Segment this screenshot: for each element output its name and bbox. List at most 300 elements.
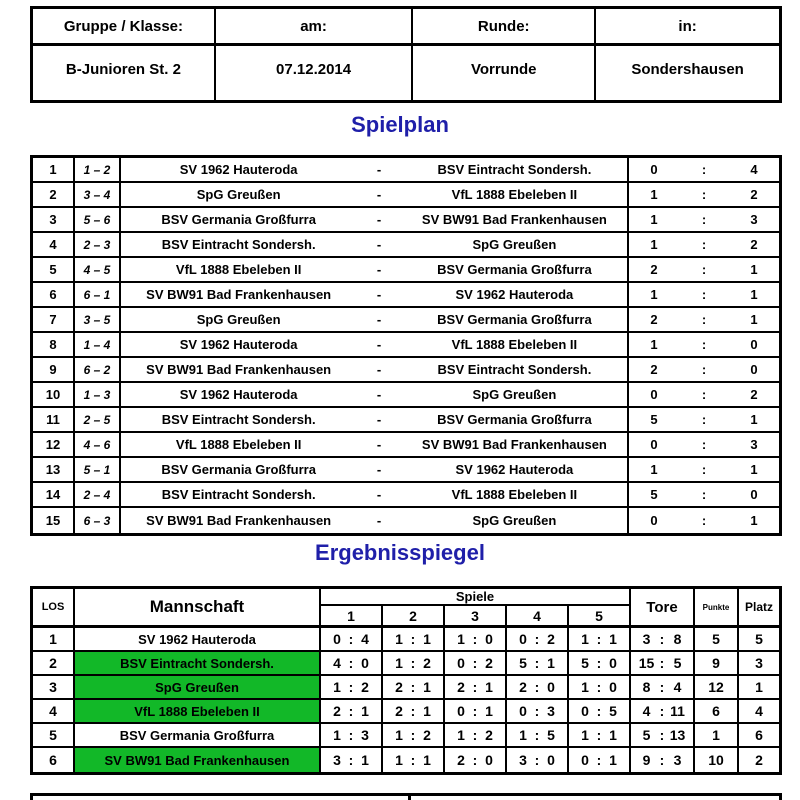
score-colon: :: [472, 631, 478, 647]
score-colon: :: [701, 187, 707, 202]
game-result-2: [383, 676, 445, 698]
away-team: VfL 1888 Ebeleben II: [451, 187, 578, 202]
home-team: VfL 1888 Ebeleben II: [175, 262, 302, 277]
match-score: [629, 308, 779, 331]
score-colon: :: [596, 655, 602, 671]
spielplan-row: [33, 258, 779, 283]
match-teams: [121, 158, 629, 181]
spielplan-row: [33, 183, 779, 208]
match-score: [629, 258, 779, 281]
score-colon: :: [701, 437, 707, 452]
punkte-value: 5: [695, 628, 739, 650]
home-team: SV BW91 Bad Frankenhausen: [146, 513, 332, 528]
game-result-3: [445, 652, 507, 674]
game-result-3: [445, 628, 507, 650]
header-spiele-group: [321, 589, 631, 625]
match-teams: [121, 408, 629, 431]
ergebnisspiegel-table: [30, 586, 782, 775]
game-home-goals: 2: [457, 752, 465, 768]
match-teams: [121, 258, 629, 281]
home-goals: 1: [650, 287, 658, 302]
game-away-goals: 5: [547, 727, 555, 743]
match-pairing: 4 – 5: [75, 258, 121, 281]
game-away-goals: 1: [547, 655, 555, 671]
spielplan-row: [33, 433, 779, 458]
game-away-goals: 1: [423, 631, 431, 647]
next-table-divider: [408, 796, 411, 800]
match-number: 15: [33, 508, 75, 533]
game-home-goals: 2: [333, 703, 341, 719]
home-team: BSV Eintracht Sondersh.: [161, 487, 316, 502]
ergebnisspiegel-row: [33, 748, 779, 772]
match-dash: -: [376, 312, 382, 327]
match-pairing: 1 – 4: [75, 333, 121, 356]
game-away-goals: 2: [485, 727, 493, 743]
game-home-goals: 0: [581, 752, 589, 768]
game-home-goals: 2: [457, 679, 465, 695]
spielplan-title: Spielplan: [351, 112, 449, 137]
home-goals: 5: [650, 412, 658, 427]
info-value-in: Sondershausen: [631, 60, 744, 78]
game-away-goals: 4: [361, 631, 369, 647]
match-dash: -: [376, 212, 382, 227]
match-dash: -: [376, 487, 382, 502]
tore-against: 13: [669, 727, 686, 743]
home-goals: 1: [650, 237, 658, 252]
game-home-goals: 0: [519, 631, 527, 647]
team-los: 4: [33, 700, 75, 722]
match-teams: [121, 483, 629, 506]
next-table-partial: [30, 793, 782, 800]
score-colon: :: [348, 752, 354, 768]
away-goals: 2: [750, 387, 758, 402]
info-header-in: in:: [596, 9, 779, 46]
match-number: 12: [33, 433, 75, 456]
score-colon: :: [534, 679, 540, 695]
score-colon: :: [410, 752, 416, 768]
match-dash: -: [376, 387, 382, 402]
match-number: 1: [33, 158, 75, 181]
away-team: SV BW91 Bad Frankenhausen: [421, 437, 607, 452]
header-mannschaft: Mannschaft: [75, 589, 321, 625]
ergebnisspiegel-row: [33, 676, 779, 700]
tore-total: [631, 676, 695, 698]
tore-against: 3: [673, 752, 682, 768]
platz-value: 1: [755, 679, 763, 695]
game-result-1: [321, 724, 383, 746]
platz-value: 4: [755, 703, 763, 719]
tore-total: [631, 724, 695, 746]
score-colon: :: [410, 631, 416, 647]
home-goals: 0: [650, 437, 658, 452]
match-pairing: 5 – 6: [75, 208, 121, 231]
game-home-goals: 5: [581, 655, 589, 671]
game-away-goals: 1: [609, 631, 617, 647]
away-team: BSV Germania Großfurra: [437, 262, 592, 277]
match-teams: [121, 433, 629, 456]
score-colon: :: [472, 679, 478, 695]
score-colon: :: [701, 487, 707, 502]
match-score: [629, 508, 779, 533]
score-colon: :: [410, 727, 416, 743]
match-number: 7: [33, 308, 75, 331]
header-spiel-5: 5: [595, 607, 603, 624]
info-header-gruppe: Gruppe / Klasse:: [33, 9, 216, 46]
game-home-goals: 1: [395, 631, 403, 647]
score-colon: :: [701, 262, 707, 277]
home-team: BSV Germania Großfurra: [161, 212, 316, 227]
away-goals: 3: [750, 437, 758, 452]
home-goals: 2: [650, 312, 658, 327]
score-colon: :: [534, 631, 540, 647]
ergebnisspiegel-row: [33, 652, 779, 676]
match-score: [629, 183, 779, 206]
match-number: 8: [33, 333, 75, 356]
game-home-goals: 1: [457, 727, 465, 743]
away-team: SV 1962 Hauteroda: [455, 287, 574, 302]
info-header-runde: Runde:: [413, 9, 596, 46]
game-away-goals: 2: [485, 655, 493, 671]
away-team: BSV Germania Großfurra: [437, 412, 592, 427]
home-goals: 2: [650, 362, 658, 377]
away-goals: 3: [750, 212, 758, 227]
game-away-goals: 1: [423, 752, 431, 768]
away-team: BSV Germania Großfurra: [437, 312, 592, 327]
game-result-3: [445, 748, 507, 772]
score-colon: :: [472, 727, 478, 743]
match-score: [629, 158, 779, 181]
home-goals: 1: [650, 337, 658, 352]
score-colon: :: [701, 387, 707, 402]
game-home-goals: 2: [519, 679, 527, 695]
match-dash: -: [376, 187, 382, 202]
info-value-gruppe: B-Junioren St. 2: [33, 46, 216, 100]
away-team: SV BW91 Bad Frankenhausen: [421, 212, 607, 227]
spielplan-row: [33, 283, 779, 308]
match-score: [629, 408, 779, 431]
away-goals: 4: [750, 162, 758, 177]
game-home-goals: 5: [519, 655, 527, 671]
game-result-1: [321, 652, 383, 674]
score-colon: :: [701, 212, 707, 227]
match-pairing: 2 – 5: [75, 408, 121, 431]
match-number: 4: [33, 233, 75, 256]
match-pairing: 6 – 3: [75, 508, 121, 533]
away-team: SpG Greußen: [472, 387, 557, 402]
game-result-4: [507, 700, 569, 722]
team-name: BSV Eintracht Sondersh.: [75, 652, 321, 674]
spielplan-row: [33, 333, 779, 358]
game-home-goals: 3: [333, 752, 341, 768]
game-away-goals: 1: [423, 679, 431, 695]
score-colon: :: [534, 727, 540, 743]
info-value-runde: Vorrunde: [413, 46, 596, 100]
game-home-goals: 0: [457, 655, 465, 671]
team-name: BSV Germania Großfurra: [75, 724, 321, 746]
home-goals: 5: [650, 487, 658, 502]
home-goals: 1: [650, 462, 658, 477]
score-colon: :: [472, 703, 478, 719]
game-home-goals: 1: [333, 727, 341, 743]
platz-value: 6: [755, 727, 763, 743]
score-colon: :: [348, 631, 354, 647]
score-colon: :: [701, 513, 707, 528]
match-dash: -: [376, 362, 382, 377]
match-dash: -: [376, 162, 382, 177]
score-colon: :: [701, 362, 707, 377]
match-teams: [121, 208, 629, 231]
away-goals: 1: [750, 287, 758, 302]
match-teams: [121, 183, 629, 206]
home-team: BSV Eintracht Sondersh.: [161, 237, 316, 252]
match-pairing: 3 – 4: [75, 183, 121, 206]
game-result-2: [383, 652, 445, 674]
score-colon: :: [472, 752, 478, 768]
game-result-3: [445, 700, 507, 722]
match-number: 2: [33, 183, 75, 206]
home-goals: 2: [650, 262, 658, 277]
team-name: SpG Greußen: [75, 676, 321, 698]
game-home-goals: 3: [519, 752, 527, 768]
game-home-goals: 1: [457, 631, 465, 647]
score-colon: :: [472, 655, 478, 671]
away-team: SpG Greußen: [472, 513, 557, 528]
game-away-goals: 1: [609, 752, 617, 768]
match-number: 6: [33, 283, 75, 306]
match-number: 11: [33, 408, 75, 431]
punkte-value: 9: [695, 652, 739, 674]
game-away-goals: 0: [547, 752, 555, 768]
header-platz: Platz: [744, 600, 773, 614]
home-team: SV BW91 Bad Frankenhausen: [146, 287, 332, 302]
game-result-3: [445, 676, 507, 698]
game-away-goals: 5: [609, 703, 617, 719]
team-los: 6: [33, 748, 75, 772]
game-away-goals: 0: [609, 679, 617, 695]
game-result-4: [507, 748, 569, 772]
game-result-5: [569, 724, 631, 746]
match-number: 9: [33, 358, 75, 381]
score-colon: :: [701, 162, 707, 177]
match-dash: -: [376, 237, 382, 252]
away-goals: 1: [750, 312, 758, 327]
game-result-4: [507, 652, 569, 674]
game-result-3: [445, 724, 507, 746]
match-teams: [121, 308, 629, 331]
punkte-value: 10: [695, 748, 739, 772]
match-number: 3: [33, 208, 75, 231]
score-colon: :: [534, 655, 540, 671]
team-los: 5: [33, 724, 75, 746]
platz-value: 2: [755, 752, 763, 768]
game-away-goals: 3: [547, 703, 555, 719]
game-home-goals: 1: [395, 655, 403, 671]
game-result-2: [383, 724, 445, 746]
match-pairing: 2 – 3: [75, 233, 121, 256]
ergebnisspiegel-header-row: [33, 589, 779, 628]
match-number: 10: [33, 383, 75, 406]
score-colon: :: [596, 752, 602, 768]
score-colon: :: [659, 655, 665, 671]
game-result-1: [321, 628, 383, 650]
ergebnisspiegel-row: [33, 700, 779, 724]
away-goals: 2: [750, 187, 758, 202]
score-colon: :: [659, 703, 665, 719]
away-goals: 1: [750, 262, 758, 277]
score-colon: :: [659, 679, 665, 695]
score-colon: :: [348, 727, 354, 743]
game-result-4: [507, 628, 569, 650]
score-colon: :: [410, 703, 416, 719]
punkte-value: 6: [695, 700, 739, 722]
score-colon: :: [659, 752, 665, 768]
game-result-5: [569, 628, 631, 650]
match-teams: [121, 333, 629, 356]
score-colon: :: [701, 237, 707, 252]
spielplan-row: [33, 458, 779, 483]
home-team: SV 1962 Hauteroda: [179, 162, 298, 177]
tore-for: 8: [642, 679, 651, 695]
score-colon: :: [596, 703, 602, 719]
score-colon: :: [701, 337, 707, 352]
game-home-goals: 0: [519, 703, 527, 719]
score-colon: :: [659, 631, 665, 647]
home-team: BSV Eintracht Sondersh.: [161, 412, 316, 427]
tore-against: 4: [673, 679, 682, 695]
game-away-goals: 0: [485, 752, 493, 768]
info-header-am: am:: [216, 9, 413, 46]
game-result-2: [383, 628, 445, 650]
header-spiele-numbers: [321, 606, 629, 625]
info-value-am: 07.12.2014: [216, 46, 413, 100]
header-spiel-1: 1: [321, 606, 383, 625]
score-colon: :: [596, 631, 602, 647]
game-home-goals: 4: [333, 655, 341, 671]
game-home-goals: 2: [395, 703, 403, 719]
game-result-2: [383, 700, 445, 722]
score-colon: :: [701, 287, 707, 302]
match-pairing: 5 – 1: [75, 458, 121, 481]
platz-value: 3: [755, 655, 763, 671]
header-spiele: Spiele: [321, 589, 629, 606]
tore-for: 9: [642, 752, 651, 768]
home-team: SV 1962 Hauteroda: [179, 387, 298, 402]
tore-total: [631, 748, 695, 772]
tore-against: 8: [673, 631, 682, 647]
match-score: [629, 483, 779, 506]
header-punkte: Punkte: [695, 589, 739, 625]
ergebnisspiegel-row: [33, 724, 779, 748]
game-home-goals: 1: [395, 727, 403, 743]
score-colon: :: [410, 679, 416, 695]
game-home-goals: 1: [581, 631, 589, 647]
match-pairing: 4 – 6: [75, 433, 121, 456]
score-colon: :: [659, 727, 665, 743]
match-teams: [121, 508, 629, 533]
game-away-goals: 1: [423, 703, 431, 719]
punkte-value: 1: [695, 724, 739, 746]
header-spiel-3: 3: [445, 606, 507, 625]
match-dash: -: [376, 513, 382, 528]
score-colon: :: [348, 655, 354, 671]
match-teams: [121, 358, 629, 381]
game-away-goals: 2: [361, 679, 369, 695]
home-goals: 0: [650, 513, 658, 528]
game-away-goals: 1: [361, 703, 369, 719]
match-pairing: 6 – 2: [75, 358, 121, 381]
match-teams: [121, 233, 629, 256]
game-result-5: [569, 652, 631, 674]
game-home-goals: 0: [581, 703, 589, 719]
match-score: [629, 458, 779, 481]
home-team: SpG Greußen: [196, 187, 281, 202]
home-team: BSV Germania Großfurra: [161, 462, 316, 477]
tore-for: 5: [642, 727, 651, 743]
away-team: BSV Eintracht Sondersh.: [437, 162, 592, 177]
team-los: 3: [33, 676, 75, 698]
spielplan-row: [33, 383, 779, 408]
match-score: [629, 383, 779, 406]
score-colon: :: [348, 679, 354, 695]
away-goals: 1: [750, 412, 758, 427]
game-home-goals: 0: [457, 703, 465, 719]
team-los: 2: [33, 652, 75, 674]
away-goals: 0: [750, 362, 758, 377]
header-tore: Tore: [631, 589, 695, 625]
match-score: [629, 233, 779, 256]
match-score: [629, 283, 779, 306]
match-teams: [121, 383, 629, 406]
spielplan-row: [33, 508, 779, 533]
match-score: [629, 333, 779, 356]
team-los: 1: [33, 628, 75, 650]
game-home-goals: 1: [581, 679, 589, 695]
home-goals: 0: [650, 387, 658, 402]
game-away-goals: 0: [485, 631, 493, 647]
match-number: 13: [33, 458, 75, 481]
match-teams: [121, 283, 629, 306]
score-colon: :: [534, 752, 540, 768]
game-away-goals: 0: [609, 655, 617, 671]
team-name: VfL 1888 Ebeleben II: [75, 700, 321, 722]
away-team: SV 1962 Hauteroda: [455, 462, 574, 477]
away-team: BSV Eintracht Sondersh.: [437, 362, 592, 377]
match-score: [629, 208, 779, 231]
match-dash: -: [376, 437, 382, 452]
away-goals: 0: [750, 337, 758, 352]
spielplan-table: [30, 155, 782, 536]
tore-for: 15: [638, 655, 655, 671]
away-team: SpG Greußen: [472, 237, 557, 252]
ergebnisspiegel-title: Ergebnisspiegel: [315, 540, 485, 565]
game-result-5: [569, 676, 631, 698]
match-score: [629, 433, 779, 456]
match-dash: -: [376, 337, 382, 352]
game-home-goals: 2: [395, 679, 403, 695]
game-home-goals: 1: [395, 752, 403, 768]
game-away-goals: 1: [485, 703, 493, 719]
away-team: VfL 1888 Ebeleben II: [451, 337, 578, 352]
team-name: SV BW91 Bad Frankenhausen: [75, 748, 321, 772]
score-colon: :: [596, 727, 602, 743]
away-goals: 0: [750, 487, 758, 502]
game-away-goals: 0: [547, 679, 555, 695]
score-colon: :: [596, 679, 602, 695]
tore-for: 4: [642, 703, 651, 719]
game-home-goals: 1: [519, 727, 527, 743]
match-score: [629, 358, 779, 381]
home-goals: 1: [650, 187, 658, 202]
